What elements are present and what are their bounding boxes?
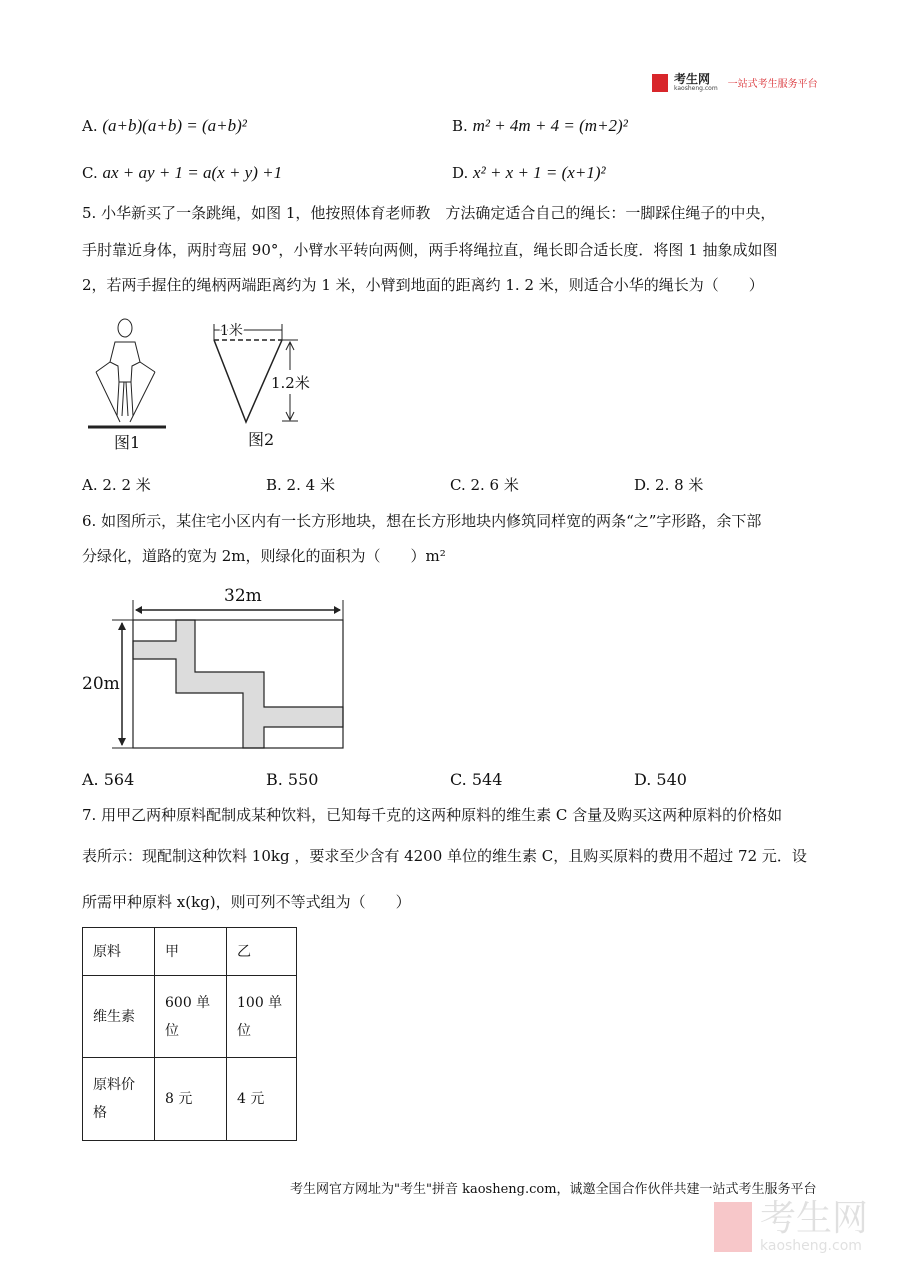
q6-option-c: C. 544 (450, 770, 503, 789)
table-cell: 原料 (83, 928, 155, 976)
table-cell: 8 元 (155, 1058, 227, 1141)
q7-line-1: 7. 用甲乙两种原料配制成某种饮料，已知每千克的这两种原料的维生素 C 含量及购买这两种原料的价格如 (82, 806, 783, 824)
q7-price-table (82, 927, 297, 1141)
q5-option-b: B. 2. 4 米 (266, 476, 335, 494)
q6-line-1: 6. 如图所示，某住宅小区内有一长方形地块，想在长方形地块内修筑同样宽的两条“之”字形路，余下部 (82, 512, 762, 530)
kaosheng-logo-icon (652, 74, 668, 92)
q4-option-d: D. x² + x + 1 = (x+1)² (452, 163, 606, 182)
table-cell: 100 单位 (227, 976, 297, 1058)
logo-domain: kaosheng.com (674, 85, 718, 92)
table-cell: 乙 (227, 928, 297, 976)
q5-line-1: 5. 小华新买了一条跳绳，如图 1，他按照体育老师教 方法确定适合自己的绳长：一脚踩住绳子的中央， (82, 204, 776, 222)
q6-road-figure (80, 580, 360, 760)
q4-option-a: A. (a+b)(a+b) = (a+b)² (82, 116, 247, 135)
fig1-caption: 图1 (114, 433, 141, 452)
q5-line-2: 手肘靠近身体，两肘弯屈 90°，小臂水平转向两侧，两手将绳拉直，绳长即合适长度．将图 1 抽象成如图 (82, 241, 778, 259)
table-row (83, 1058, 297, 1141)
q6-option-d: D. 540 (634, 770, 687, 789)
watermark-logo-icon (714, 1202, 752, 1252)
fig2-height-label: 1.2米 (271, 374, 310, 392)
q5-option-a: A. 2. 2 米 (82, 476, 151, 494)
q7-line-2: 表所示：现配制这种饮料 10kg ，要求至少含有 4200 单位的维生素 C，且购买原料的费用不超过 72 元．设 (82, 847, 807, 865)
watermark (714, 1200, 868, 1254)
fig2-width-label: 1米 (220, 323, 243, 339)
watermark-name: 考生网 (760, 1198, 869, 1239)
header-slogan: 一站式考生服务平台 (727, 79, 818, 90)
table-cell: 4 元 (227, 1058, 297, 1141)
width-label: 32m (224, 586, 262, 606)
q5-line-3: 2，若两手握住的绳柄两端距离约为 1 米，小臂到地面的距离约 1. 2 米，则适合小华的绳长为（ ） (82, 276, 764, 294)
table-row (83, 976, 297, 1058)
figure-1-person (88, 319, 166, 427)
height-label: 20m (82, 674, 120, 694)
header-logo (652, 73, 818, 92)
table-cell: 维生素 (83, 976, 155, 1058)
q5-figures (80, 310, 320, 460)
q6-option-a: A. 564 (82, 770, 135, 789)
q6-line-2: 分绿化，道路的宽为 2m，则绿化的面积为（ ）m² (82, 547, 446, 565)
logo-text: 考生网 (674, 72, 711, 86)
q4-option-b: B. m² + 4m + 4 = (m+2)² (452, 116, 628, 135)
q5-option-c: C. 2. 6 米 (450, 476, 519, 494)
footer-text: 考生网官方网址为"考生"拼音 kaosheng.com，诚邀全国合作伙伴共建一站式考生服务平台 (290, 1182, 817, 1197)
q7-line-3: 所需甲种原料 x(kg)，则可列不等式组为（ ） (82, 893, 411, 911)
table-cell: 600 单位 (155, 976, 227, 1058)
q5-option-d: D. 2. 8 米 (634, 476, 704, 494)
q6-option-b: B. 550 (266, 770, 319, 789)
fig2-caption: 图2 (248, 430, 275, 449)
table-cell: 甲 (155, 928, 227, 976)
road (133, 620, 343, 748)
q4-option-c: C. ax + ay + 1 = a(x + y) +1 (82, 163, 283, 182)
table-header-row (83, 928, 297, 976)
table-cell: 原料价格 (83, 1058, 155, 1141)
watermark-domain: kaosheng.com (760, 1238, 862, 1254)
